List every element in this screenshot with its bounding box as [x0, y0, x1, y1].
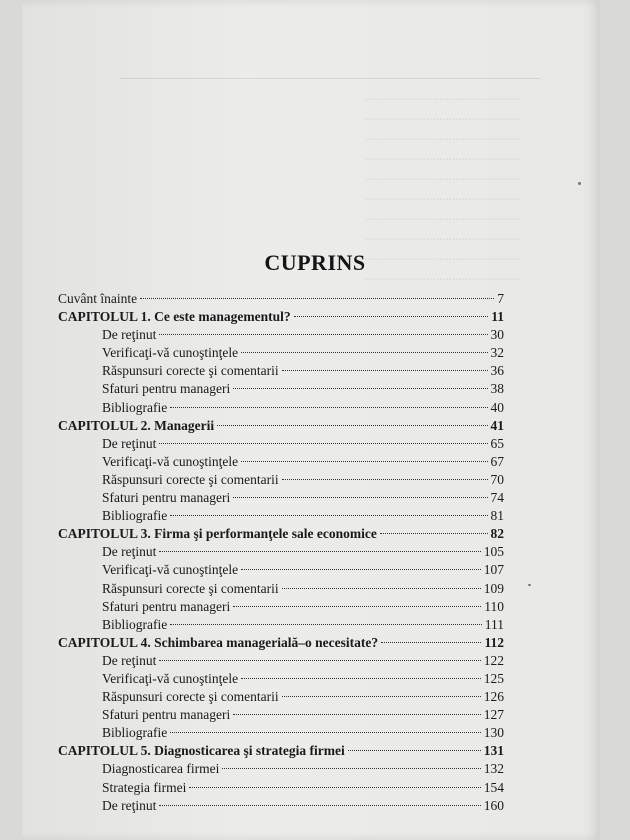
dot-leader	[189, 787, 480, 788]
dot-leader	[159, 443, 487, 444]
toc-entry-row	[58, 399, 504, 417]
toc-entry-label: De reţinut	[102, 435, 157, 451]
toc-page-number: 122	[483, 652, 504, 668]
toc-entry-label: De reţinut	[102, 544, 157, 560]
toc-entry-label: CAPITOLUL 3. Firma şi performanţele sale economice	[58, 526, 377, 542]
dot-leader	[380, 533, 488, 534]
dot-leader	[170, 407, 487, 408]
toc-entry-label: De reţinut	[102, 797, 157, 813]
toc-entry-row	[58, 724, 504, 742]
toc-entry-row	[58, 598, 504, 616]
toc-page-number: 32	[490, 345, 504, 361]
toc-page-number: 107	[483, 562, 504, 578]
dot-leader	[159, 805, 480, 806]
toc-page-number: 65	[490, 435, 504, 451]
toc-entry-row	[58, 670, 504, 688]
toc-chapter-row	[58, 525, 504, 543]
dot-leader	[282, 370, 488, 371]
toc-entry-row	[58, 380, 504, 398]
dot-leader	[348, 750, 481, 751]
toc-entry-label: Sfaturi pentru manageri	[102, 598, 231, 614]
toc-page-number: 67	[490, 453, 504, 469]
toc-entry-row	[58, 616, 504, 634]
toc-page-number: 105	[483, 544, 504, 560]
toc-entry-label: Bibliografie	[102, 508, 168, 524]
toc-page-number: 7	[497, 291, 504, 306]
toc-page-number: 112	[484, 634, 504, 650]
toc-entry-label: CAPITOLUL 2. Managerii	[58, 417, 215, 433]
dot-leader	[282, 696, 481, 697]
toc-entry-label: Răspunsuri corecte şi comentarii	[102, 471, 279, 487]
toc-entry-label: Sfaturi pentru manageri	[102, 381, 231, 397]
toc-entry-row	[58, 779, 504, 797]
toc-entry-label: Diagnosticarea firmei	[102, 761, 220, 777]
toc-entry-row	[58, 435, 504, 453]
toc-page-number: 160	[483, 797, 504, 813]
toc-entry-label: Răspunsuri corecte şi comentarii	[102, 689, 279, 705]
toc-page-number: 132	[483, 761, 504, 777]
toc-entry-row	[58, 507, 504, 525]
dot-leader	[222, 768, 480, 769]
toc-page-number: 127	[483, 707, 504, 723]
toc-entry-label: Bibliografie	[102, 399, 168, 415]
dot-leader	[233, 714, 481, 715]
toc-entry-label: Verificaţi-vă cunoştinţele	[102, 562, 239, 578]
dot-leader	[241, 678, 481, 679]
toc-entry-label: Cuvânt înainte	[58, 291, 138, 306]
toc-page-number: 109	[483, 580, 504, 596]
dot-leader	[233, 388, 487, 389]
toc-entry-row	[58, 760, 504, 778]
toc-entry-row	[58, 290, 504, 308]
toc-entry-row	[58, 580, 504, 598]
dot-leader	[170, 732, 481, 733]
toc-entry-row	[58, 362, 504, 380]
paper-speck	[578, 182, 581, 185]
toc-page-number: 11	[491, 309, 504, 325]
table-of-contents	[58, 290, 504, 815]
toc-entry-row	[58, 489, 504, 507]
dot-leader	[159, 551, 480, 552]
toc-entry-label: Răspunsuri corecte şi comentarii	[102, 580, 279, 596]
toc-page-number: 30	[490, 327, 504, 343]
toc-entry-label: De reţinut	[102, 652, 157, 668]
toc-chapter-row	[58, 308, 504, 326]
toc-entry-label: Sfaturi pentru manageri	[102, 707, 231, 723]
toc-page-number: 131	[483, 743, 504, 759]
toc-entry-label: De reţinut	[102, 327, 157, 343]
toc-page-number: 70	[490, 471, 504, 487]
show-through-text: ................................................ ................................................ ................................................ ................................................ ................................................ ................................................ ................................................ ................................................ ................................................ ................................................	[22, 0, 600, 300]
dot-leader	[282, 588, 481, 589]
toc-entry-label: Verificaţi-vă cunoştinţele	[102, 345, 239, 361]
toc-page-number: 130	[483, 725, 504, 741]
toc-chapter-row	[58, 417, 504, 435]
dot-leader	[282, 479, 488, 480]
dot-leader	[294, 316, 489, 317]
paper-speck	[528, 584, 531, 586]
toc-entry-row	[58, 453, 504, 471]
toc-entry-label: Bibliografie	[102, 725, 168, 741]
toc-entry-label: Răspunsuri corecte şi comentarii	[102, 363, 279, 379]
toc-entry-row	[58, 688, 504, 706]
toc-entry-row	[58, 797, 504, 815]
toc-entry-row	[58, 326, 504, 344]
toc-entry-label: Bibliografie	[102, 616, 168, 632]
toc-page-number: 36	[490, 363, 504, 379]
toc-page-number: 110	[484, 598, 504, 614]
toc-entry-label: Verificaţi-vă cunoştinţele	[102, 670, 239, 686]
toc-entry-row	[58, 344, 504, 362]
dot-leader	[241, 569, 481, 570]
dot-leader	[217, 425, 487, 426]
toc-page-number: 81	[490, 508, 504, 524]
toc-entry-label: CAPITOLUL 5. Diagnosticarea şi strategia firmei	[58, 743, 345, 759]
toc-entry-row	[58, 471, 504, 489]
toc-entry-label: Strategia firmei	[102, 779, 187, 795]
toc-page-number: 41	[490, 417, 504, 433]
toc-page-number: 38	[490, 381, 504, 397]
toc-page-number: 111	[484, 616, 504, 632]
dot-leader	[241, 461, 487, 462]
dot-leader	[140, 298, 494, 299]
toc-page-number: 125	[483, 670, 504, 686]
toc-page-number: 40	[490, 399, 504, 415]
dot-leader	[381, 642, 481, 643]
toc-chapter-row	[58, 742, 504, 760]
toc-page-number: 126	[483, 689, 504, 705]
dot-leader	[170, 624, 482, 625]
toc-entry-row	[58, 561, 504, 579]
toc-entry-label: CAPITOLUL 1. Ce este managementul?	[58, 309, 291, 325]
toc-entry-label: Verificaţi-vă cunoştinţele	[102, 453, 239, 469]
toc-page-number: 82	[490, 526, 504, 542]
toc-entry-row	[58, 652, 504, 670]
toc-entry-label: Sfaturi pentru manageri	[102, 490, 231, 506]
dot-leader	[233, 497, 487, 498]
dot-leader	[233, 606, 481, 607]
toc-entry-label: CAPITOLUL 4. Schimbarea managerială–o necesitate?	[58, 634, 379, 650]
toc-entry-row	[58, 543, 504, 561]
toc-entry-row	[58, 706, 504, 724]
dot-leader	[159, 660, 480, 661]
toc-page-number: 154	[483, 779, 504, 795]
page-title: CUPRINS	[264, 250, 366, 275]
dot-leader	[241, 352, 487, 353]
dot-leader	[159, 334, 487, 335]
toc-chapter-row	[58, 634, 504, 652]
toc-page-number: 74	[490, 490, 504, 506]
dot-leader	[170, 515, 487, 516]
